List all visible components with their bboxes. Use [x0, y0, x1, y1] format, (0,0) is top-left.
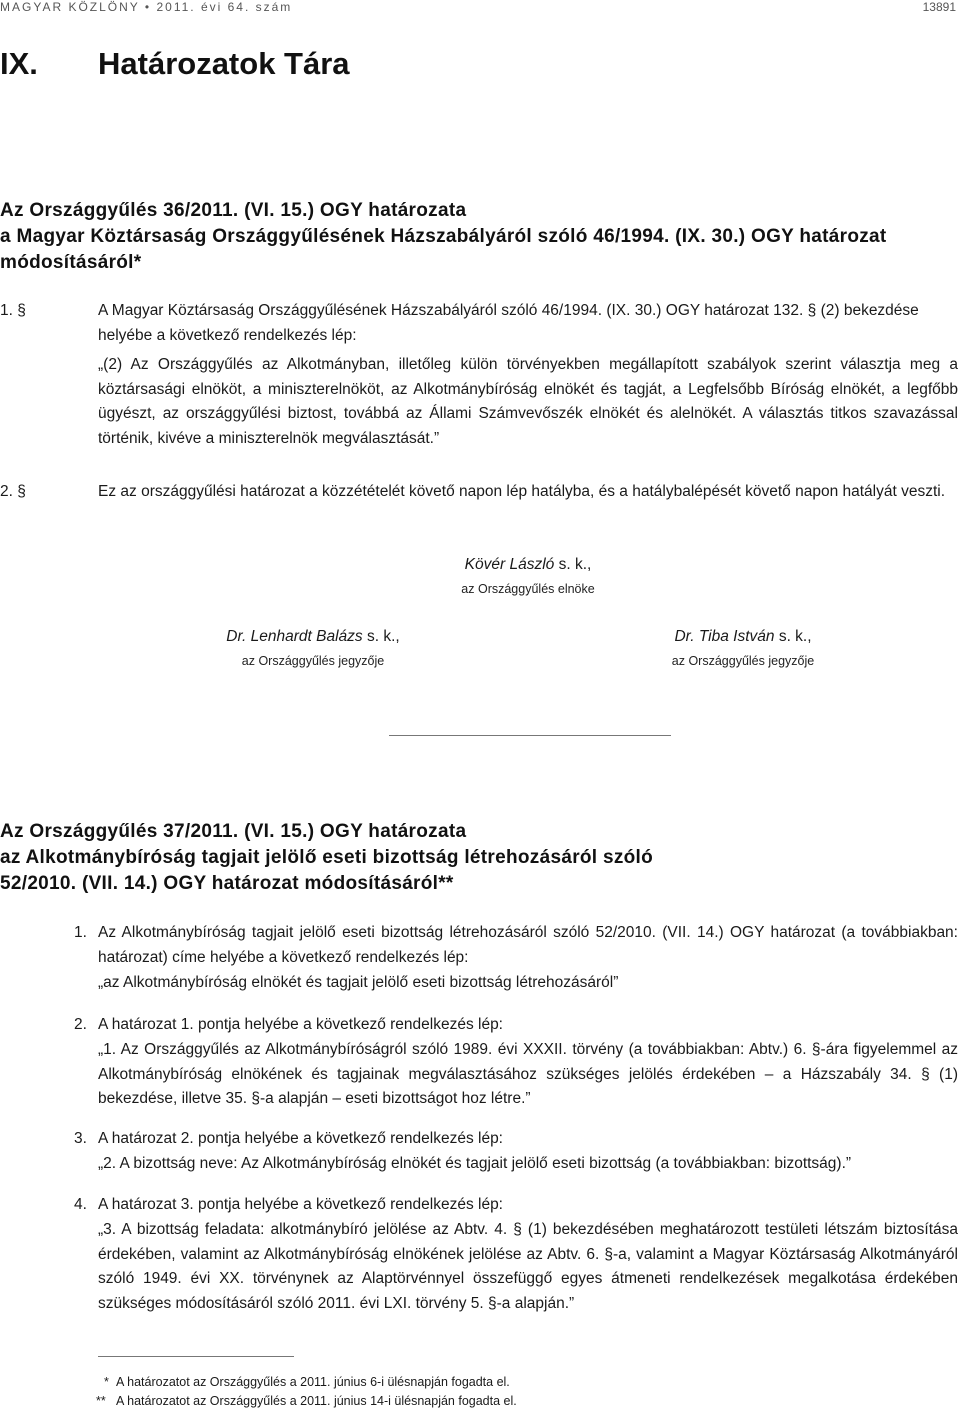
item1-marker: 1.: [74, 924, 87, 941]
notary1-suffix: s. k.,: [362, 628, 400, 645]
item3-text: A határozat 2. pontja helyébe a következő rendelkezés lép:: [98, 1130, 503, 1147]
resolution1-title: [0, 198, 960, 276]
section1-quote: „(2) Az Országgyűlés az Alkotmányban, illetőleg külön törvényekben megállapított szabályok szerint választja meg a köztársasági elnököt, a miniszterelnököt, az Alkotmánybíróság elnökét és tagját, a Legfelsőbb Bíróság elnökét, a legfőbb ügyészt, az országgyűlési biztost, továbbá az Állami Számvevőszék elnökét és alelnökét. A választás titkos szavazással történik, kivéve a miniszterelnök megválasztását.”: [98, 356, 958, 447]
notary1-role: az Országgyűlés jegyzője: [241, 654, 385, 668]
item4-marker: 4.: [74, 1196, 87, 1213]
section-separator: [389, 735, 671, 736]
resolution1-title-line: Az Országgyűlés 36/2011. (VI. 15.) OGY határozata: [0, 200, 467, 221]
president-role: az Országgyűlés elnöke: [461, 582, 595, 596]
item3-quote: „2. A bizottság neve: Az Alkotmánybíróság elnökét és tagjait jelölő eseti bizottság (a továbbiakban: bizottság).”: [98, 1155, 852, 1172]
item1-quote: „az Alkotmánybíróság elnökét és tagjait jelölő eseti bizottság létrehozásáról”: [98, 974, 619, 991]
notary2-suffix: s. k.,: [774, 628, 812, 645]
journal-issue: MAGYAR KÖZLÖNY • 2011. évi 64. szám: [0, 0, 293, 14]
notary2-role: az Országgyűlés jegyzője: [671, 654, 815, 668]
journal-name: MAGYAR KÖZLÖNY: [0, 0, 140, 14]
president-signature: [428, 556, 628, 574]
resolution1-title-line: a Magyar Köztársaság Országgyűlésének Házszabályáról szóló 46/1994. (IX. 30.) OGY határozat: [0, 226, 887, 247]
section2-marker: 2. §: [0, 483, 26, 500]
item2-text: A határozat 1. pontja helyébe a következő rendelkezés lép:: [98, 1016, 503, 1033]
item2-quote: „1. Az Országgyűlés az Alkotmánybíróságról szóló 1989. évi XXXII. törvény (a továbbiakban: Abtv.) 6. §-ára figyelemmel az Alkotmánybíróság elnökének és tagjainak megválasztásához szükséges jelölés érdekében – a Házszabály 34. § (1) bekezdése, illetve 35. §-a alapján – eseti bizottságot hoz létre.”: [98, 1041, 958, 1107]
issue-label: 2011. évi 64. szám: [156, 0, 293, 14]
resolution2-title-line: Az Országgyűlés 37/2011. (VI. 15.) OGY határozata: [0, 821, 467, 842]
president-suffix: s. k.,: [554, 556, 592, 573]
notary2-name: Dr. Tiba István: [674, 628, 775, 645]
item3-marker: 3.: [74, 1130, 87, 1147]
item4-quote: „3. A bizottság feladata: alkotmánybíró jelölése az Abtv. 4. § (1) bekezdésében meghatározott testületi létszám biztosítása érdekében, valamint az Alkotmánybíróság elnökének jelölése az Abtv. 6. §-a, valamint a Magyar Köztársaság Alkotmányáról szóló 1949. évi XX. törvénynek az Alaptörvénnyel összefüggő egyes átmeneti rendelkezések megalkotása érdekében szükséges módosításáról szóló 2011. évi LXI. törvény 5. §-a alapján.”: [98, 1221, 958, 1312]
notary1-signature: [198, 628, 428, 646]
footnote-1-marker: *: [104, 1375, 109, 1389]
president-name: Kövér László: [464, 556, 555, 573]
notary2-signature: [628, 628, 858, 646]
section1-text: A Magyar Köztársaság Országgyűlésének Házszabályáról szóló 46/1994. (IX. 30.) OGY határozat 132. § (2) bekezdése helyébe a következő rendelkezés lép:: [98, 302, 919, 344]
footnote-2-text: A határozatot az Országgyűlés a 2011. június 14-i ülésnapján fogadta el.: [116, 1394, 517, 1408]
chapter-heading: [0, 46, 350, 82]
chapter-number: IX.: [0, 46, 38, 81]
resolution2-title-line: az Alkotmánybíróság tagjait jelölő eseti bizottság létrehozásáról szóló: [0, 847, 654, 868]
page-number: 13891: [922, 0, 956, 14]
chapter-title: Határozatok Tára: [98, 46, 350, 81]
running-header: [0, 0, 960, 14]
resolution1-title-line: módosításáról*: [0, 252, 142, 273]
section2-text: Ez az országgyűlési határozat a közzétételét követő napon lép hatályba, és a hatálybalépését követő napon hatályát veszti.: [98, 483, 946, 500]
footnote-2-marker: **: [96, 1394, 106, 1408]
section1-marker: 1. §: [0, 302, 26, 319]
resolution2-title: [0, 819, 960, 897]
item1-text: Az Alkotmánybíróság tagjait jelölő eseti bizottság létrehozásáról szóló 52/2010. (VII. 14.) OGY határozat (a továbbiakban: határozat) címe helyébe a következő rendelkezés lép:: [98, 924, 958, 966]
item4-text: A határozat 3. pontja helyébe a következő rendelkezés lép:: [98, 1196, 503, 1213]
footnote-1-text: A határozatot az Országgyűlés a 2011. június 6-i ülésnapján fogadta el.: [116, 1375, 510, 1389]
footnote-rule: [98, 1356, 294, 1357]
resolution2-title-line: 52/2010. (VII. 14.) OGY határozat módosításáról**: [0, 873, 454, 894]
notary1-name: Dr. Lenhardt Balázs: [226, 628, 363, 645]
item2-marker: 2.: [74, 1016, 87, 1033]
